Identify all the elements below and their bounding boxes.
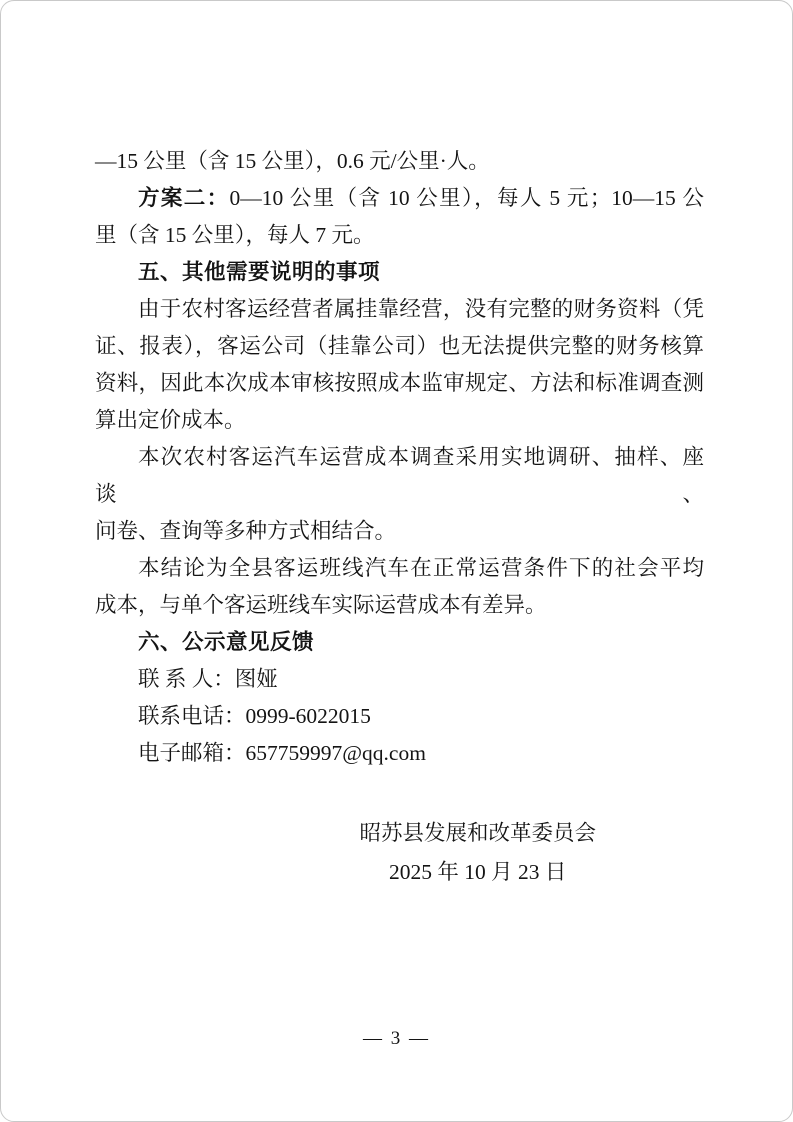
fare-scheme-two-line — [95, 180, 704, 217]
contact-email-line: 电子邮箱：657759997@qq.com — [138, 741, 426, 765]
fare-scheme-continuation-line: —15 公里（含 15 公里），0.6 元/公里·人。 — [95, 149, 490, 173]
paragraph-three-line-2: 成本，与单个客运班线车实际运营成本有差异。 — [95, 593, 547, 617]
fare-scheme-two-wrap-line: 里（含 15 公里），每人 7 元。 — [95, 223, 375, 247]
paragraph-two-line-1: 本次农村客运汽车运营成本调查采用实地调研、抽样、座谈、 — [95, 445, 704, 506]
contact-phone-line: 联系电话：0999-6022015 — [138, 704, 371, 728]
document-body — [95, 143, 704, 772]
paragraph-one-line-2: 证、报表），客运公司（挂靠公司）也无法提供完整的财务核算 — [95, 334, 704, 358]
signature-block — [359, 814, 596, 892]
issuing-organization: 昭苏县发展和改革委员会 — [359, 821, 596, 845]
fare-scheme-two-label: 方案二： — [138, 186, 230, 210]
paragraph-three-line-1: 本结论为全县客运班线汽车在正常运营条件下的社会平均 — [138, 556, 704, 580]
paragraph-one-line-1: 由于农村客运经营者属挂靠经营，没有完整的财务资料（凭 — [138, 297, 704, 321]
contact-person-line: 联 系 人：图娅 — [138, 667, 278, 691]
section-six-heading: 六、公示意见反馈 — [138, 630, 315, 654]
issue-date: 2025 年 10 月 23 日 — [389, 860, 567, 884]
paragraph-one-line-3: 资料，因此本次成本审核按照成本监审规定、方法和标准调查测 — [95, 371, 704, 395]
fare-scheme-two-text: 0—10 公里（含 10 公里），每人 5 元；10—15 公 — [229, 186, 704, 210]
section-five-heading: 五、其他需要说明的事项 — [138, 260, 381, 284]
page-number: — 3 — — [363, 1028, 430, 1049]
paragraph-two-line-2: 问卷、查询等多种方式相结合。 — [95, 519, 397, 543]
paragraph-one-line-4: 算出定价成本。 — [95, 408, 246, 432]
